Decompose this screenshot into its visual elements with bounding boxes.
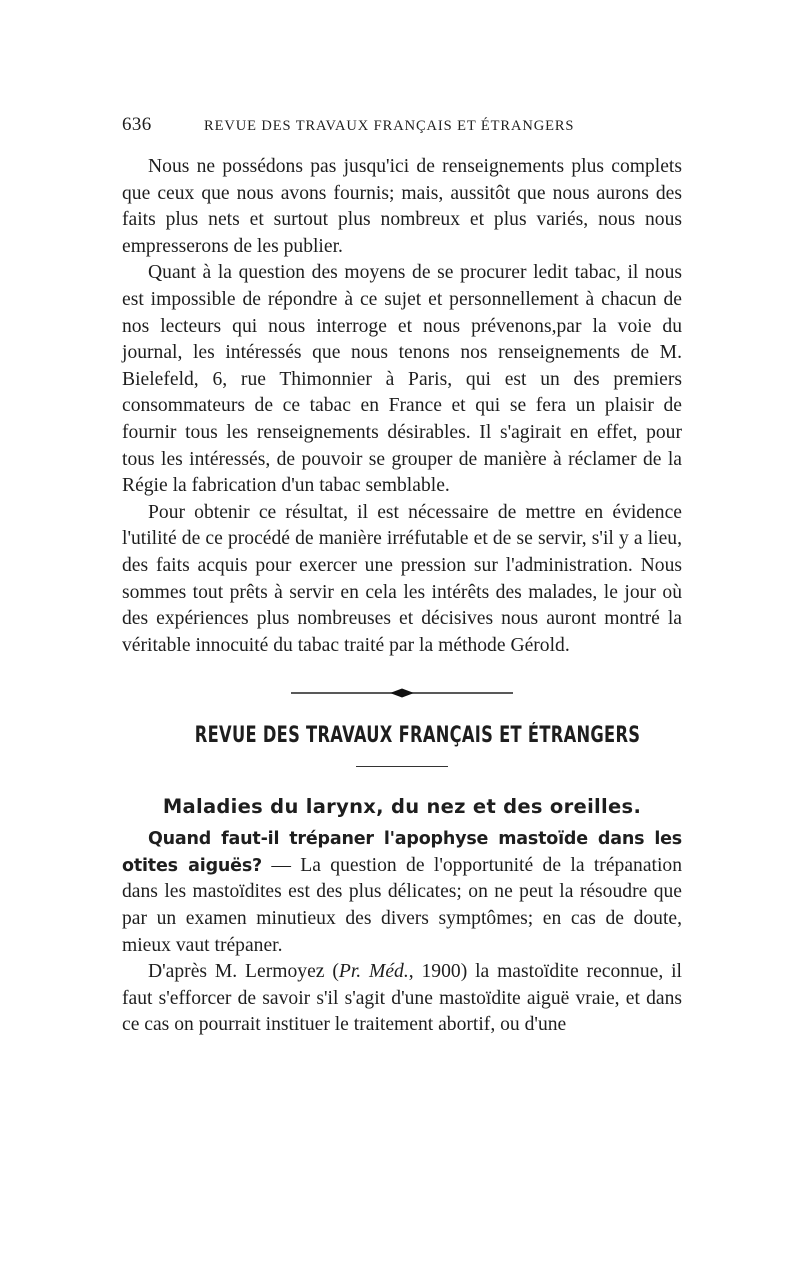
citation: Pr. Méd. — [338, 961, 409, 983]
paragraph-continuation: , 1900) la mastoïdite reconnue, il faut s'efforcer de savoir s'il s'agit d'une mastoïdite aiguë vraie, et dans ce cas on pourrait instituer le traitement abortif, ou d'une — [122, 961, 682, 1036]
ornament-diamond-icon — [390, 689, 414, 698]
paragraph: Pour obtenir ce résultat, il est nécessaire de mettre en évidence l'utilité de ce procédé de manière irréfutable et de se servir, s'il y a lieu, des faits acquis pour exercer une pression sur l'administration. Nous sommes tout prêts à servir en cela les intérêts des malades, le jour où des expériences plus nombreuses et décisives nous auront montré la véritable innocuité du tabac traité par la méthode Gérold. — [122, 501, 682, 656]
book-page — [122, 110, 682, 1039]
section-heading: REVUE DES TRAVAUX FRANÇAIS ET ÉTRANGERS — [194, 723, 641, 749]
paragraph: Quant à la question des moyens de se procurer ledit tabac, il nous est impossible de répondre à ce sujet et personnellement à chacun de nos lecteurs qui nous interroge et nous prévenons,par la voie du journal, les intéressés que nous tenons nos renseignements de M. Bielefeld, 6, rue Thimonnier à Paris, qui est un des premiers consommateurs de ce tabac en France et qui se fera un plaisir de fournir tous les renseignements désirables. Il s'agirait en effet, pour tous les intéressés, de pouvoir se grouper de manière à réclamer de la Régie la fabrication d'un tabac semblable. — [122, 262, 682, 497]
article-title: Quand faut-il trépaner l'apophyse mastoïde dans les otites aiguës? — [122, 829, 682, 876]
subsection-heading: Maladies du larynx, du nez et des oreilles. — [162, 795, 642, 819]
running-head — [122, 110, 682, 140]
article-paragraph — [122, 826, 682, 959]
page-number: 636 — [122, 114, 152, 135]
article-body: — La question de l'opportunité de la trépanation dans les mastoïdites est des plus délicates; on ne peut la résoudre que par un examen minutieux des divers symptômes; en cas de doute, mieux vaut trépaner. — [122, 854, 682, 956]
paragraph — [122, 959, 682, 1039]
paragraph: Nous ne possédons pas jusqu'ici de renseignements plus complets que ceux que nous avons fournis; mais, aussitôt que nous aurons des faits plus nets et surtout plus nombreux et plus variés, nous nous empresserons de les publier. — [122, 156, 682, 257]
paragraph-lead: D'après M. Lermoyez ( — [148, 961, 339, 983]
ornament-divider — [287, 687, 517, 699]
running-title: REVUE DES TRAVAUX FRANÇAIS ET ÉTRANGERS — [204, 118, 575, 134]
section-rule — [356, 766, 448, 767]
article — [122, 826, 682, 1039]
continued-text — [122, 154, 682, 659]
